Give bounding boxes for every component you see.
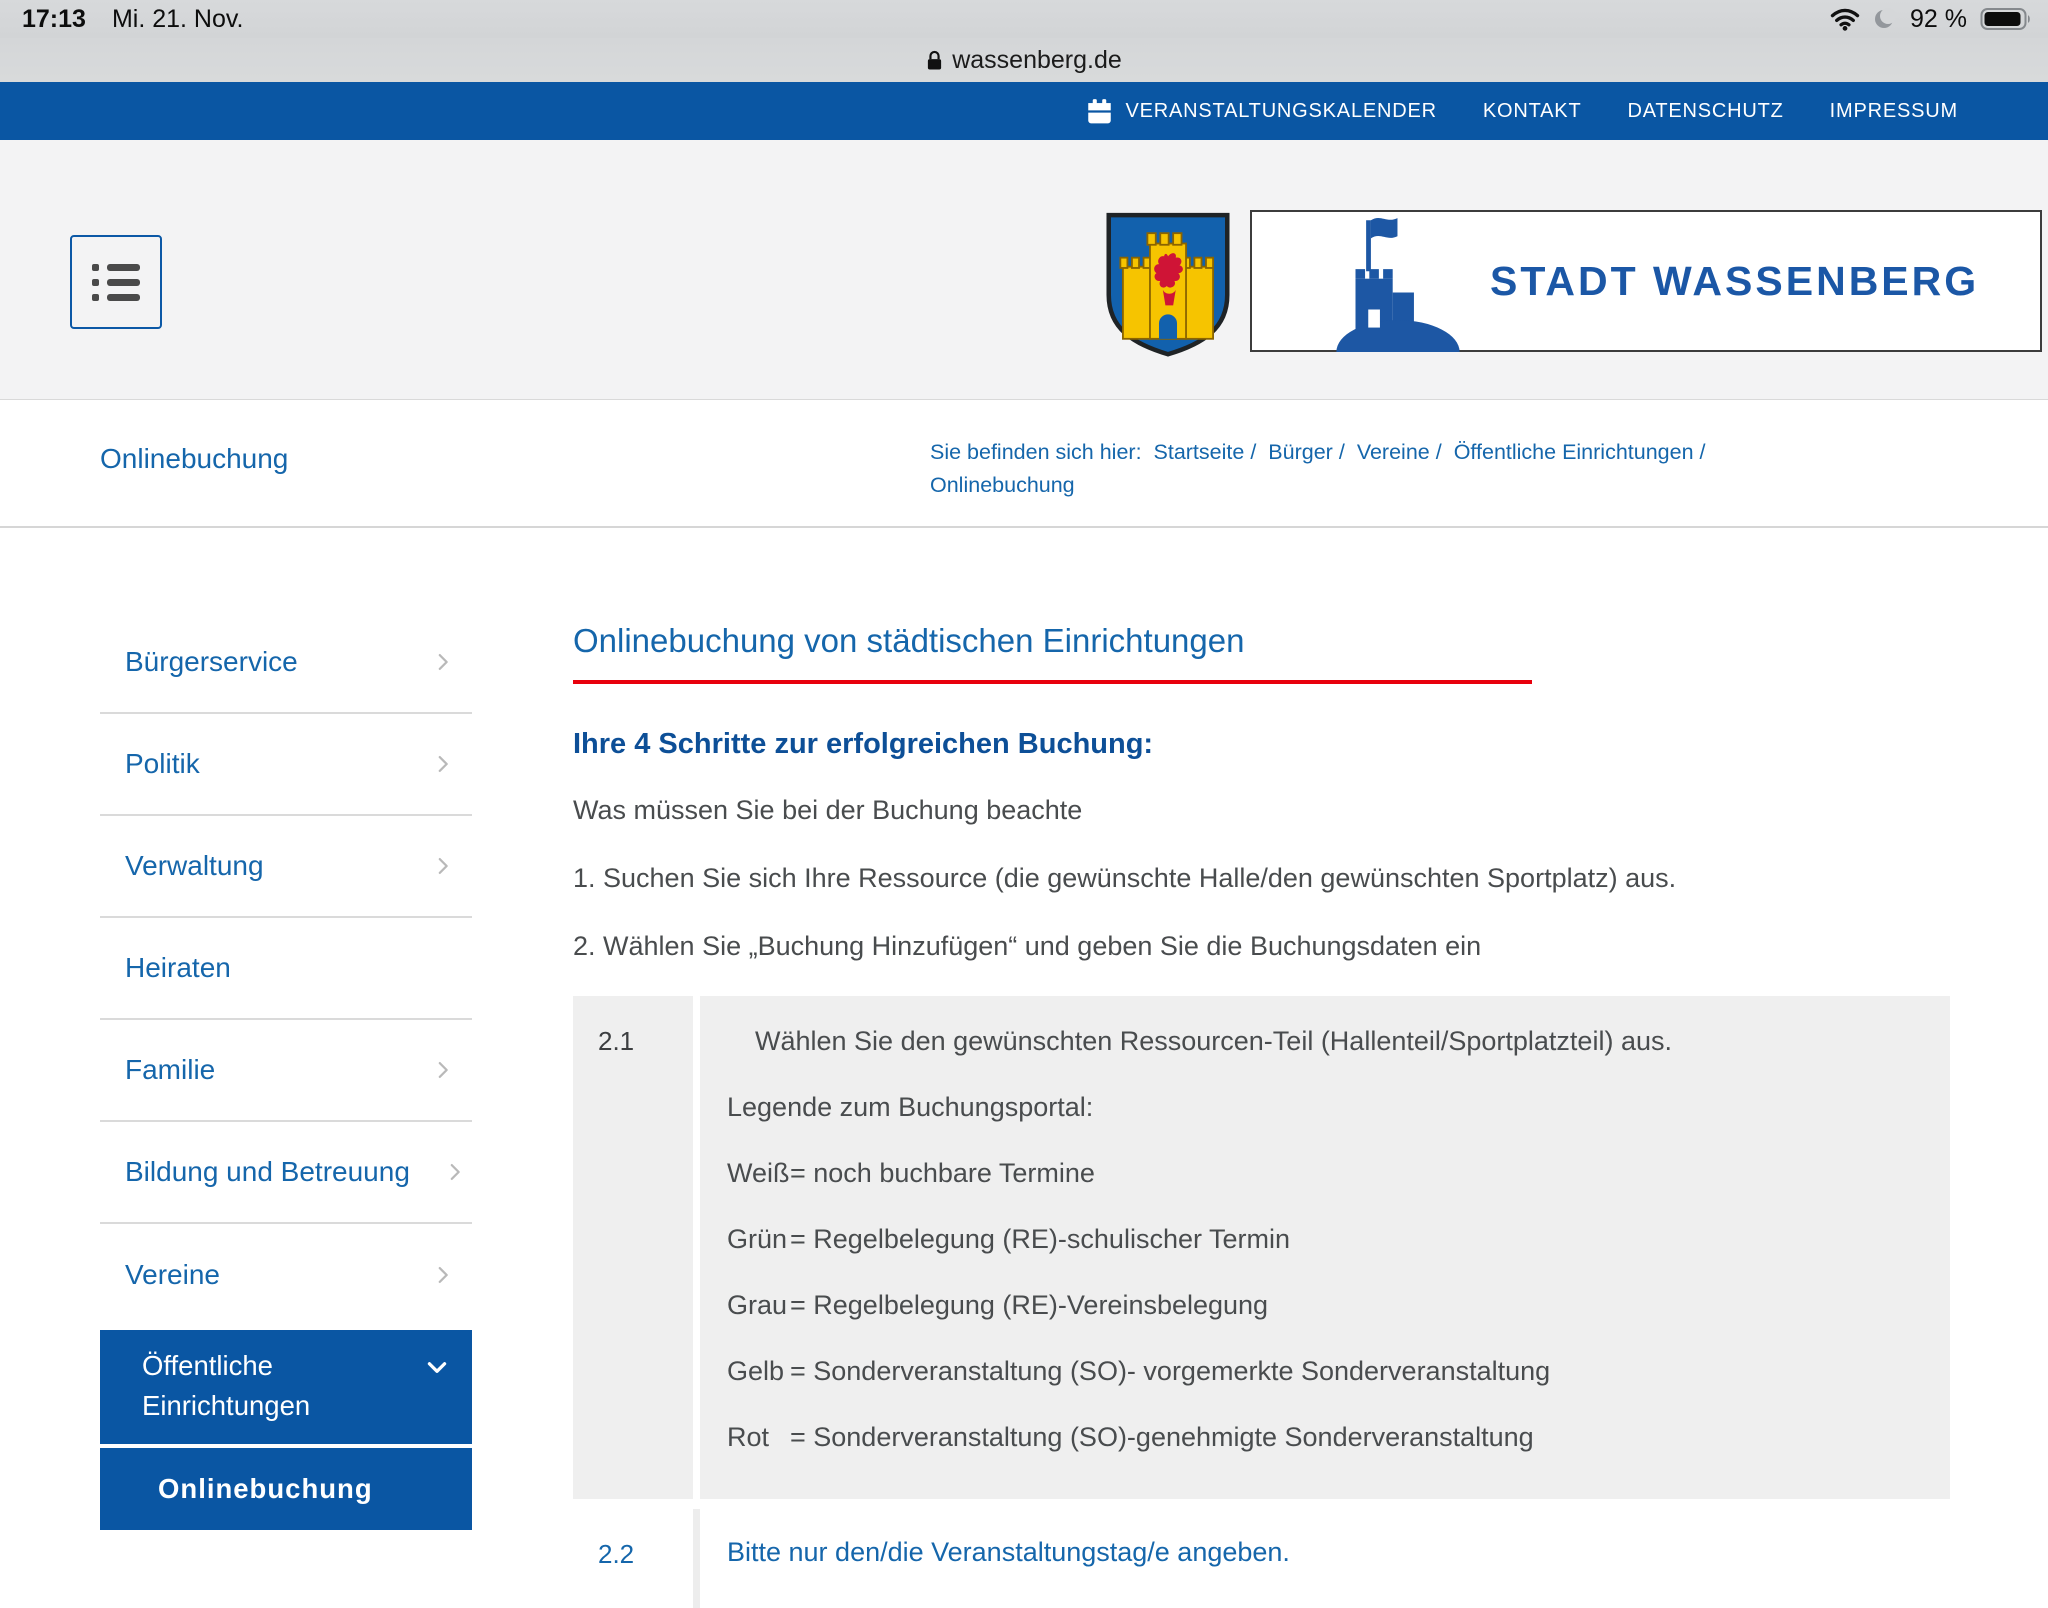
- chevron-right-icon: [432, 753, 454, 775]
- chevron-right-icon: [444, 1161, 466, 1183]
- chevron-right-icon: [432, 855, 454, 877]
- table-row-2-1: [573, 996, 1950, 1499]
- breadcrumb-bar: [0, 400, 2048, 528]
- breadcrumb-separator: /: [1250, 440, 1257, 464]
- legend-item-gruen: Grün = Regelbelegung (RE)-schulischer Termin: [727, 1224, 1290, 1254]
- breadcrumb: [930, 436, 1810, 503]
- step-2: 2. Wählen Sie „Buchung Hinzufügen“ und geben Sie die Buchungsdaten ein: [573, 931, 1482, 961]
- coat-of-arms: [1103, 210, 1233, 362]
- legend-item-weiss: Weiß= noch buchbare Termine: [727, 1158, 1095, 1188]
- url-domain: wassenberg.de: [952, 45, 1122, 74]
- breadcrumb-link-oeffentliche-einrichtungen[interactable]: Öffentliche Einrichtungen: [1453, 440, 1694, 464]
- nav-item-veranstaltungskalender[interactable]: [1086, 98, 1437, 125]
- lock-icon: [926, 49, 943, 72]
- wifi-icon: [1830, 7, 1860, 31]
- breadcrumb-separator: /: [1435, 440, 1442, 464]
- nav-item-label: VERANSTALTUNGSKALENDER: [1125, 99, 1437, 122]
- breadcrumb-separator: /: [1699, 440, 1706, 464]
- sidebar-item-heiraten[interactable]: Heiraten: [100, 918, 472, 1020]
- legend-title: Legende zum Buchungsportal:: [727, 1092, 1094, 1122]
- row-2-1-intro: Wählen Sie den gewünschten Ressourcen-Teil (Hallenteil/Sportplatzteil) aus.: [755, 1026, 1672, 1056]
- nav-item-impressum[interactable]: [1830, 100, 1958, 123]
- nav-item-label: KONTAKT: [1482, 99, 1582, 122]
- breadcrumb-prefix: Sie befinden sich hier:: [930, 440, 1142, 464]
- site-logo-link[interactable]: [1250, 210, 2042, 352]
- sidebar-item-buergerservice[interactable]: Bürgerservice: [100, 612, 472, 714]
- chevron-right-icon: [432, 1059, 454, 1081]
- legend-item-grau: Grau = Regelbelegung (RE)-Vereinsbelegung: [727, 1290, 1269, 1320]
- sidebar-navigation: [100, 612, 472, 1530]
- sidebar-item-verwaltung[interactable]: Verwaltung: [100, 816, 472, 918]
- castle-logo-icon: [1334, 216, 1462, 352]
- site-name: STADT WASSENBERG: [1490, 257, 1980, 304]
- nav-item-datenschutz[interactable]: [1627, 100, 1783, 123]
- status-bar: [0, 0, 2048, 38]
- breadcrumb-link-startseite[interactable]: Startseite: [1153, 440, 1245, 464]
- chevron-right-icon: [432, 651, 454, 673]
- nav-item-label: IMPRESSUM: [1829, 99, 1958, 122]
- breadcrumb-link-buerger[interactable]: Bürger: [1268, 440, 1333, 464]
- sidebar-item-vereine[interactable]: Vereine: [100, 1224, 472, 1326]
- row-number: 2.1: [573, 996, 700, 1499]
- moon-icon: [1873, 7, 1897, 31]
- status-date: Mi. 21. Nov.: [111, 4, 244, 33]
- page-title: Onlinebuchung: [100, 443, 289, 474]
- row-number: 2.2: [573, 1509, 700, 1608]
- sidebar-item-oeffentliche-einrichtungen-active[interactable]: Öffentliche Einrichtungen: [100, 1330, 472, 1444]
- legend-item-rot: Rot = Sonderveranstaltung (SO)-genehmigte Sonderveranstaltung: [727, 1422, 1534, 1452]
- status-time: 17:13: [22, 4, 86, 33]
- site-header: [0, 140, 2048, 400]
- breadcrumb-link-vereine[interactable]: Vereine: [1356, 440, 1430, 464]
- step-1: 1. Suchen Sie sich Ihre Ressource (die gewünschte Halle/den gewünschten Sportplatz) aus.: [573, 863, 1677, 893]
- sidebar-item-familie[interactable]: Familie: [100, 1020, 472, 1122]
- battery-icon: [1980, 7, 2032, 31]
- breadcrumb-link-onlinebuchung[interactable]: Onlinebuchung: [930, 473, 1075, 498]
- sidebar-item-bildung-und-betreuung[interactable]: Bildung und Betreuung: [100, 1122, 472, 1224]
- nav-item-kontakt[interactable]: [1483, 100, 1582, 123]
- breadcrumb-separator: /: [1338, 440, 1345, 464]
- content-subtitle: Ihre 4 Schritte zur erfolgreichen Buchung:: [573, 728, 1154, 760]
- intro-text: Was müssen Sie bei der Buchung beachte: [573, 795, 1083, 825]
- title-underline: [573, 680, 1532, 684]
- content-area: [0, 528, 2048, 1569]
- browser-address-bar[interactable]: [0, 38, 2048, 82]
- chevron-right-icon: [432, 1264, 454, 1286]
- sidebar-item-onlinebuchung-current[interactable]: Onlinebuchung: [100, 1448, 472, 1530]
- content-title: Onlinebuchung von städtischen Einrichtungen: [573, 622, 1245, 659]
- table-row-2-2: [573, 1509, 1950, 1608]
- chevron-down-icon: [424, 1354, 450, 1380]
- main-content: [573, 528, 1950, 1608]
- battery-percent: 92 %: [1910, 4, 1967, 33]
- menu-list-icon: [92, 264, 140, 301]
- sidebar-item-politik[interactable]: Politik: [100, 714, 472, 816]
- menu-button[interactable]: [70, 235, 162, 329]
- booking-steps-table: [573, 996, 1950, 1608]
- calendar-icon: [1086, 98, 1113, 125]
- top-navigation: [0, 82, 2048, 140]
- legend-item-gelb: Gelb = Sonderveranstaltung (SO)- vorgemerkte Sonderveranstaltung: [727, 1356, 1551, 1386]
- row-2-2-text: Bitte nur den/die Veranstaltungstag/e angeben.: [727, 1537, 1290, 1567]
- nav-item-label: DATENSCHUTZ: [1627, 99, 1784, 122]
